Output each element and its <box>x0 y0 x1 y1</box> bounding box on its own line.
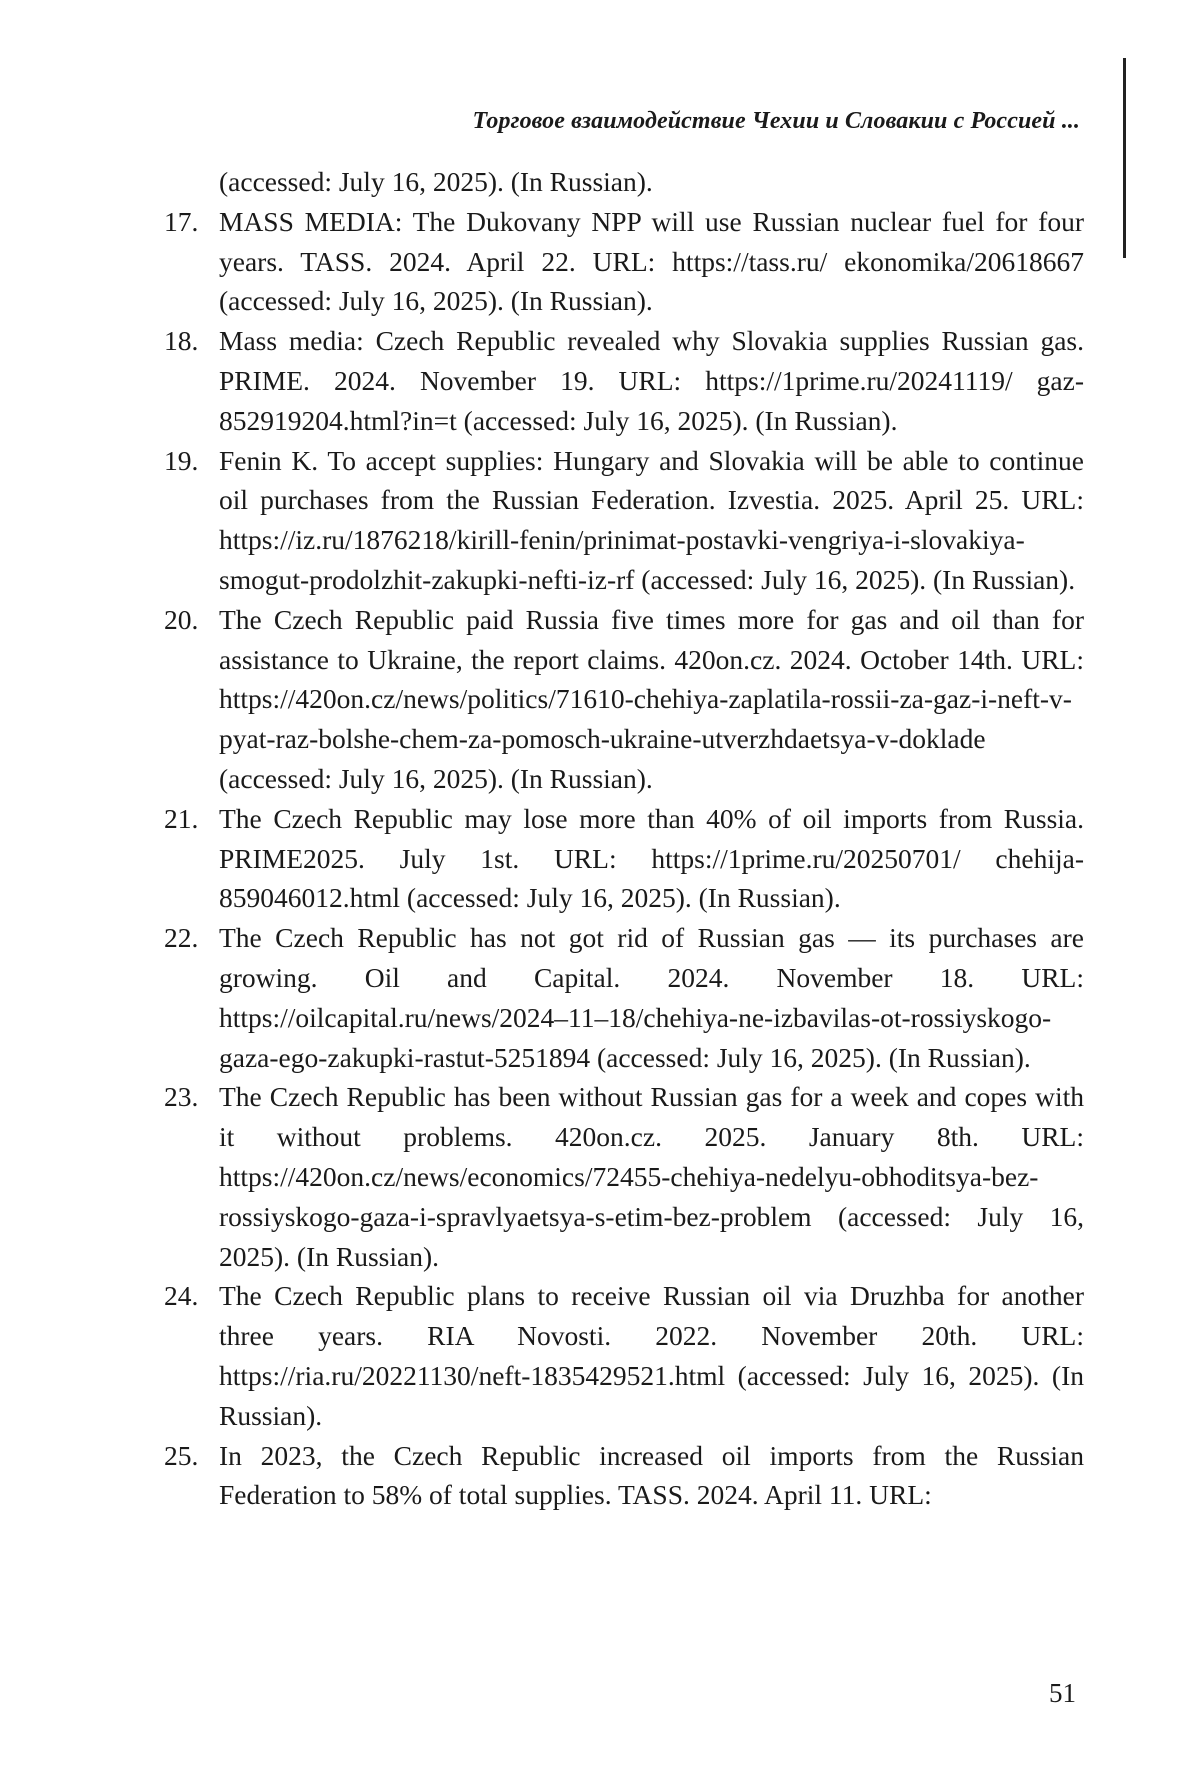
reference-number: 22. <box>164 922 199 954</box>
reference-item <box>164 321 1084 440</box>
reference-item <box>164 441 1084 600</box>
reference-text: The Czech Republic paid Russia five times more for gas and oil than for assistance to Ukraine, the report claims. 420on.cz. 2024. October 14th. URL: https://420on.cz/news/politics/71610-chehiya-zaplatila-rossii-za-gaz-i-neft-v-pyat-raz-bolshe-chem-za-pomosch-ukraine-utverzhdaetsya-v-doklade (accessed: July 16, 2025). (In Russian). <box>219 603 1084 794</box>
reference-number: 18. <box>164 325 199 357</box>
margin-rule <box>1123 58 1126 258</box>
reference-text: The Czech Republic plans to receive Russian oil via Druzhba for another three years. RIA Novosti. 2022. November 20th. URL: https://ria.ru/20221130/neft-1835429521.html (accessed: July 16, 2025). (In Russian). <box>219 1280 1084 1431</box>
reference-list <box>164 162 1084 1515</box>
reference-text: Mass media: Czech Republic revealed why Slovakia supplies Russian gas. PRIME. 2024. November 19. URL: https://1prime.ru/20241119/ gaz-852919204.html?in=t (accessed: July 16, 2025). (In Russian). <box>219 325 1084 436</box>
page-number: 51 <box>1049 1678 1076 1708</box>
reference-number: 23. <box>164 1081 199 1113</box>
reference-item <box>164 202 1084 321</box>
reference-number: 25. <box>164 1439 199 1471</box>
reference-item <box>164 1276 1084 1435</box>
reference-text: Fenin K. To accept supplies: Hungary and Slovakia will be able to continue oil purchases from the Russian Federation. Izvestia. 2025. April 25. URL: https://iz.ru/1876218/kirill-fenin/prinimat-postavki-vengriya-i-slovakiya-smogut-prodolzhit-zakupki-nefti-iz-rf (accessed: July 16, 2025). (In Russian). <box>219 444 1084 595</box>
reference-item <box>164 799 1084 918</box>
reference-text: MASS MEDIA: The Dukovany NPP will use Russian nuclear fuel for four years. TASS. 2024. April 22. URL: https://tass.ru/ ekonomika/20618667 (accessed: July 16, 2025). (In Russian). <box>219 205 1084 317</box>
reference-number: 24. <box>164 1280 199 1312</box>
reference-item <box>164 600 1084 799</box>
reference-text: In 2023, the Czech Republic increased oil imports from the Russian Federation to 58% of total supplies. TASS. 2024. April 11. URL: <box>219 1439 1084 1511</box>
reference-text: The Czech Republic has not got rid of Russian gas — its purchases are growing. Oil and Capital. 2024. November 18. URL: https://oilcapital.ru/news/2024–11–18/chehiya-ne-izbavilas-ot-rossiyskogo-gaza-ego-zakupki-rastut-5251894 (accessed: July 16, 2025). (In Russian). <box>219 922 1084 1073</box>
reference-text: The Czech Republic may lose more than 40% of oil imports from Russia. PRIME2025. July 1st. URL: https://1prime.ru/20250701/ chehija-859046012.html (accessed: July 16, 2025). (In Russian). <box>219 802 1084 914</box>
running-head: Торговое взаимодействие Чехии и Словакии с Россией ... <box>472 108 1080 134</box>
reference-number: 20. <box>164 603 199 635</box>
reference-number: 19. <box>164 444 199 476</box>
reference-item <box>164 1436 1084 1516</box>
reference-text: The Czech Republic has been without Russian gas for a week and copes with it without problems. 420on.cz. 2025. January 8th. URL: https://420on.cz/news/economics/72455-chehiya-nedelyu-obhoditsya-bez-rossiyskogo-gaza-i-spravlyaetsya-s-etim-bez-problem (accessed: July 16, 2025). (In Russian). <box>219 1081 1084 1272</box>
reference-item <box>164 1077 1084 1276</box>
continuation-line: (accessed: July 16, 2025). (In Russian). <box>219 166 653 197</box>
reference-item <box>164 918 1084 1077</box>
reference-number: 17. <box>164 205 199 237</box>
reference-number: 21. <box>164 802 199 834</box>
